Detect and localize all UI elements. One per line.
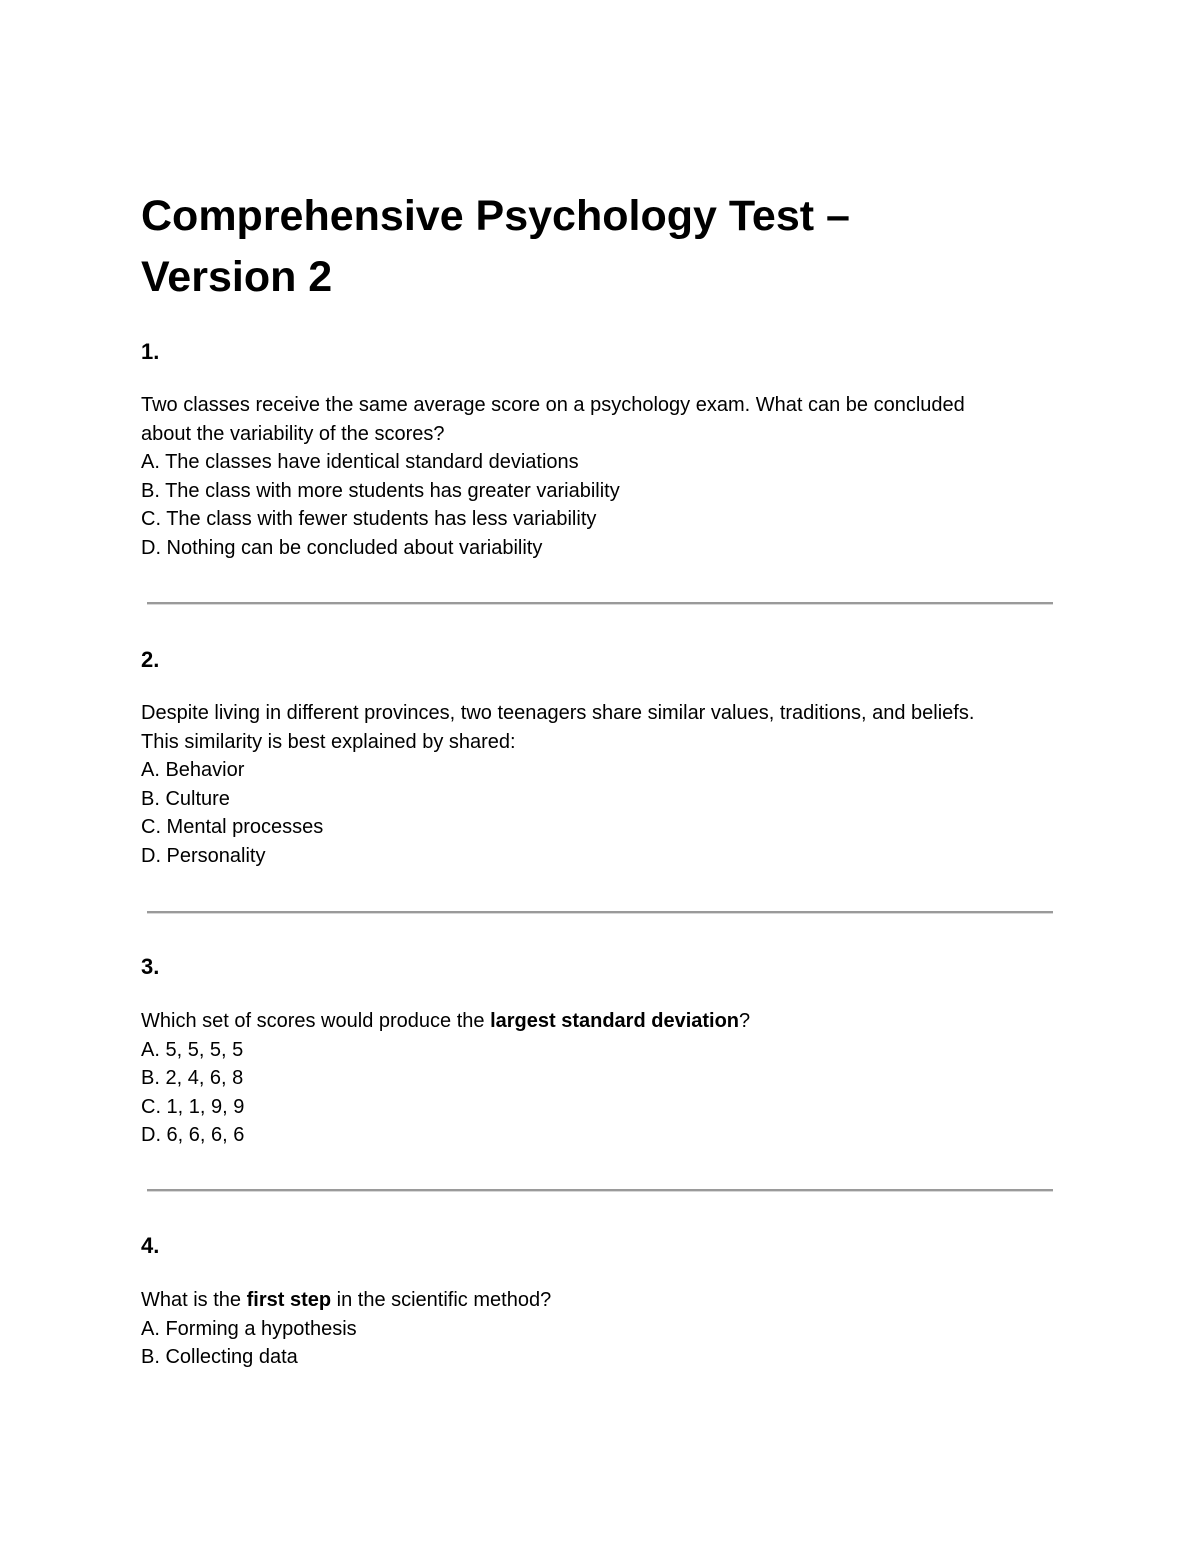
- question-1-option-a: A. The classes have identical standard deviations: [141, 451, 579, 473]
- question-3-option-b: B. 2, 4, 6, 8: [141, 1067, 244, 1089]
- question-4-number: 4.: [141, 1233, 160, 1258]
- question-3-option-a: A. 5, 5, 5, 5: [141, 1038, 244, 1061]
- question-4-option-a: A. Forming a hypothesis: [141, 1317, 357, 1340]
- question-4: [141, 1286, 1071, 1372]
- question-1-option-d: D. Nothing can be concluded about variability: [141, 536, 543, 559]
- page-title: [141, 186, 1041, 308]
- question-2: [141, 699, 1071, 870]
- question-3-stem-text-after: ?: [739, 1010, 751, 1032]
- question-2-option-d: D. Personality: [141, 844, 266, 867]
- question-2-stem-line-1: Despite living in different provinces, two teenagers share similar values, traditions, and beliefs.: [141, 702, 975, 724]
- question-3-option-d: D. 6, 6, 6, 6: [141, 1124, 245, 1146]
- question-3-option-c: C. 1, 1, 9, 9: [141, 1095, 245, 1118]
- question-2-option-a: A. Behavior: [141, 759, 245, 781]
- question-1-stem-line-1: Two classes receive the same average score on a psychology exam. What can be concluded: [141, 394, 965, 416]
- divider-1: [147, 602, 1053, 605]
- question-1-stem-line-2: about the variability of the scores?: [141, 422, 445, 445]
- divider-2: [147, 911, 1053, 914]
- divider-3: [147, 1189, 1053, 1192]
- question-4-stem-emphasis: first step: [246, 1289, 332, 1311]
- question-3-number: 3.: [141, 954, 160, 979]
- question-3: [141, 1007, 1071, 1150]
- question-3-stem: [141, 1007, 1071, 1036]
- question-3-stem-emphasis: largest standard deviation: [490, 1010, 740, 1032]
- question-1: [141, 391, 1071, 562]
- title-line-2: Version 2: [141, 253, 333, 301]
- question-4-stem-text-before: What is the: [141, 1289, 247, 1311]
- question-4-option-b: B. Collecting data: [141, 1346, 298, 1368]
- question-4-stem: [141, 1286, 1071, 1315]
- title-line-1: Comprehensive Psychology Test –: [141, 192, 850, 240]
- question-2-stem-line-2: This similarity is best explained by shared:: [141, 730, 516, 753]
- question-1-option-c: C. The class with fewer students has less variability: [141, 508, 597, 530]
- question-1-option-b: B. The class with more students has greater variability: [141, 479, 620, 502]
- question-2-number: 2.: [141, 647, 160, 672]
- question-3-stem-text-before: Which set of scores would produce the: [141, 1010, 491, 1032]
- question-4-stem-text-after: in the scientific method?: [331, 1289, 552, 1311]
- question-2-option-b: B. Culture: [141, 787, 230, 810]
- question-1-number: 1.: [141, 339, 160, 364]
- question-2-option-c: C. Mental processes: [141, 816, 324, 838]
